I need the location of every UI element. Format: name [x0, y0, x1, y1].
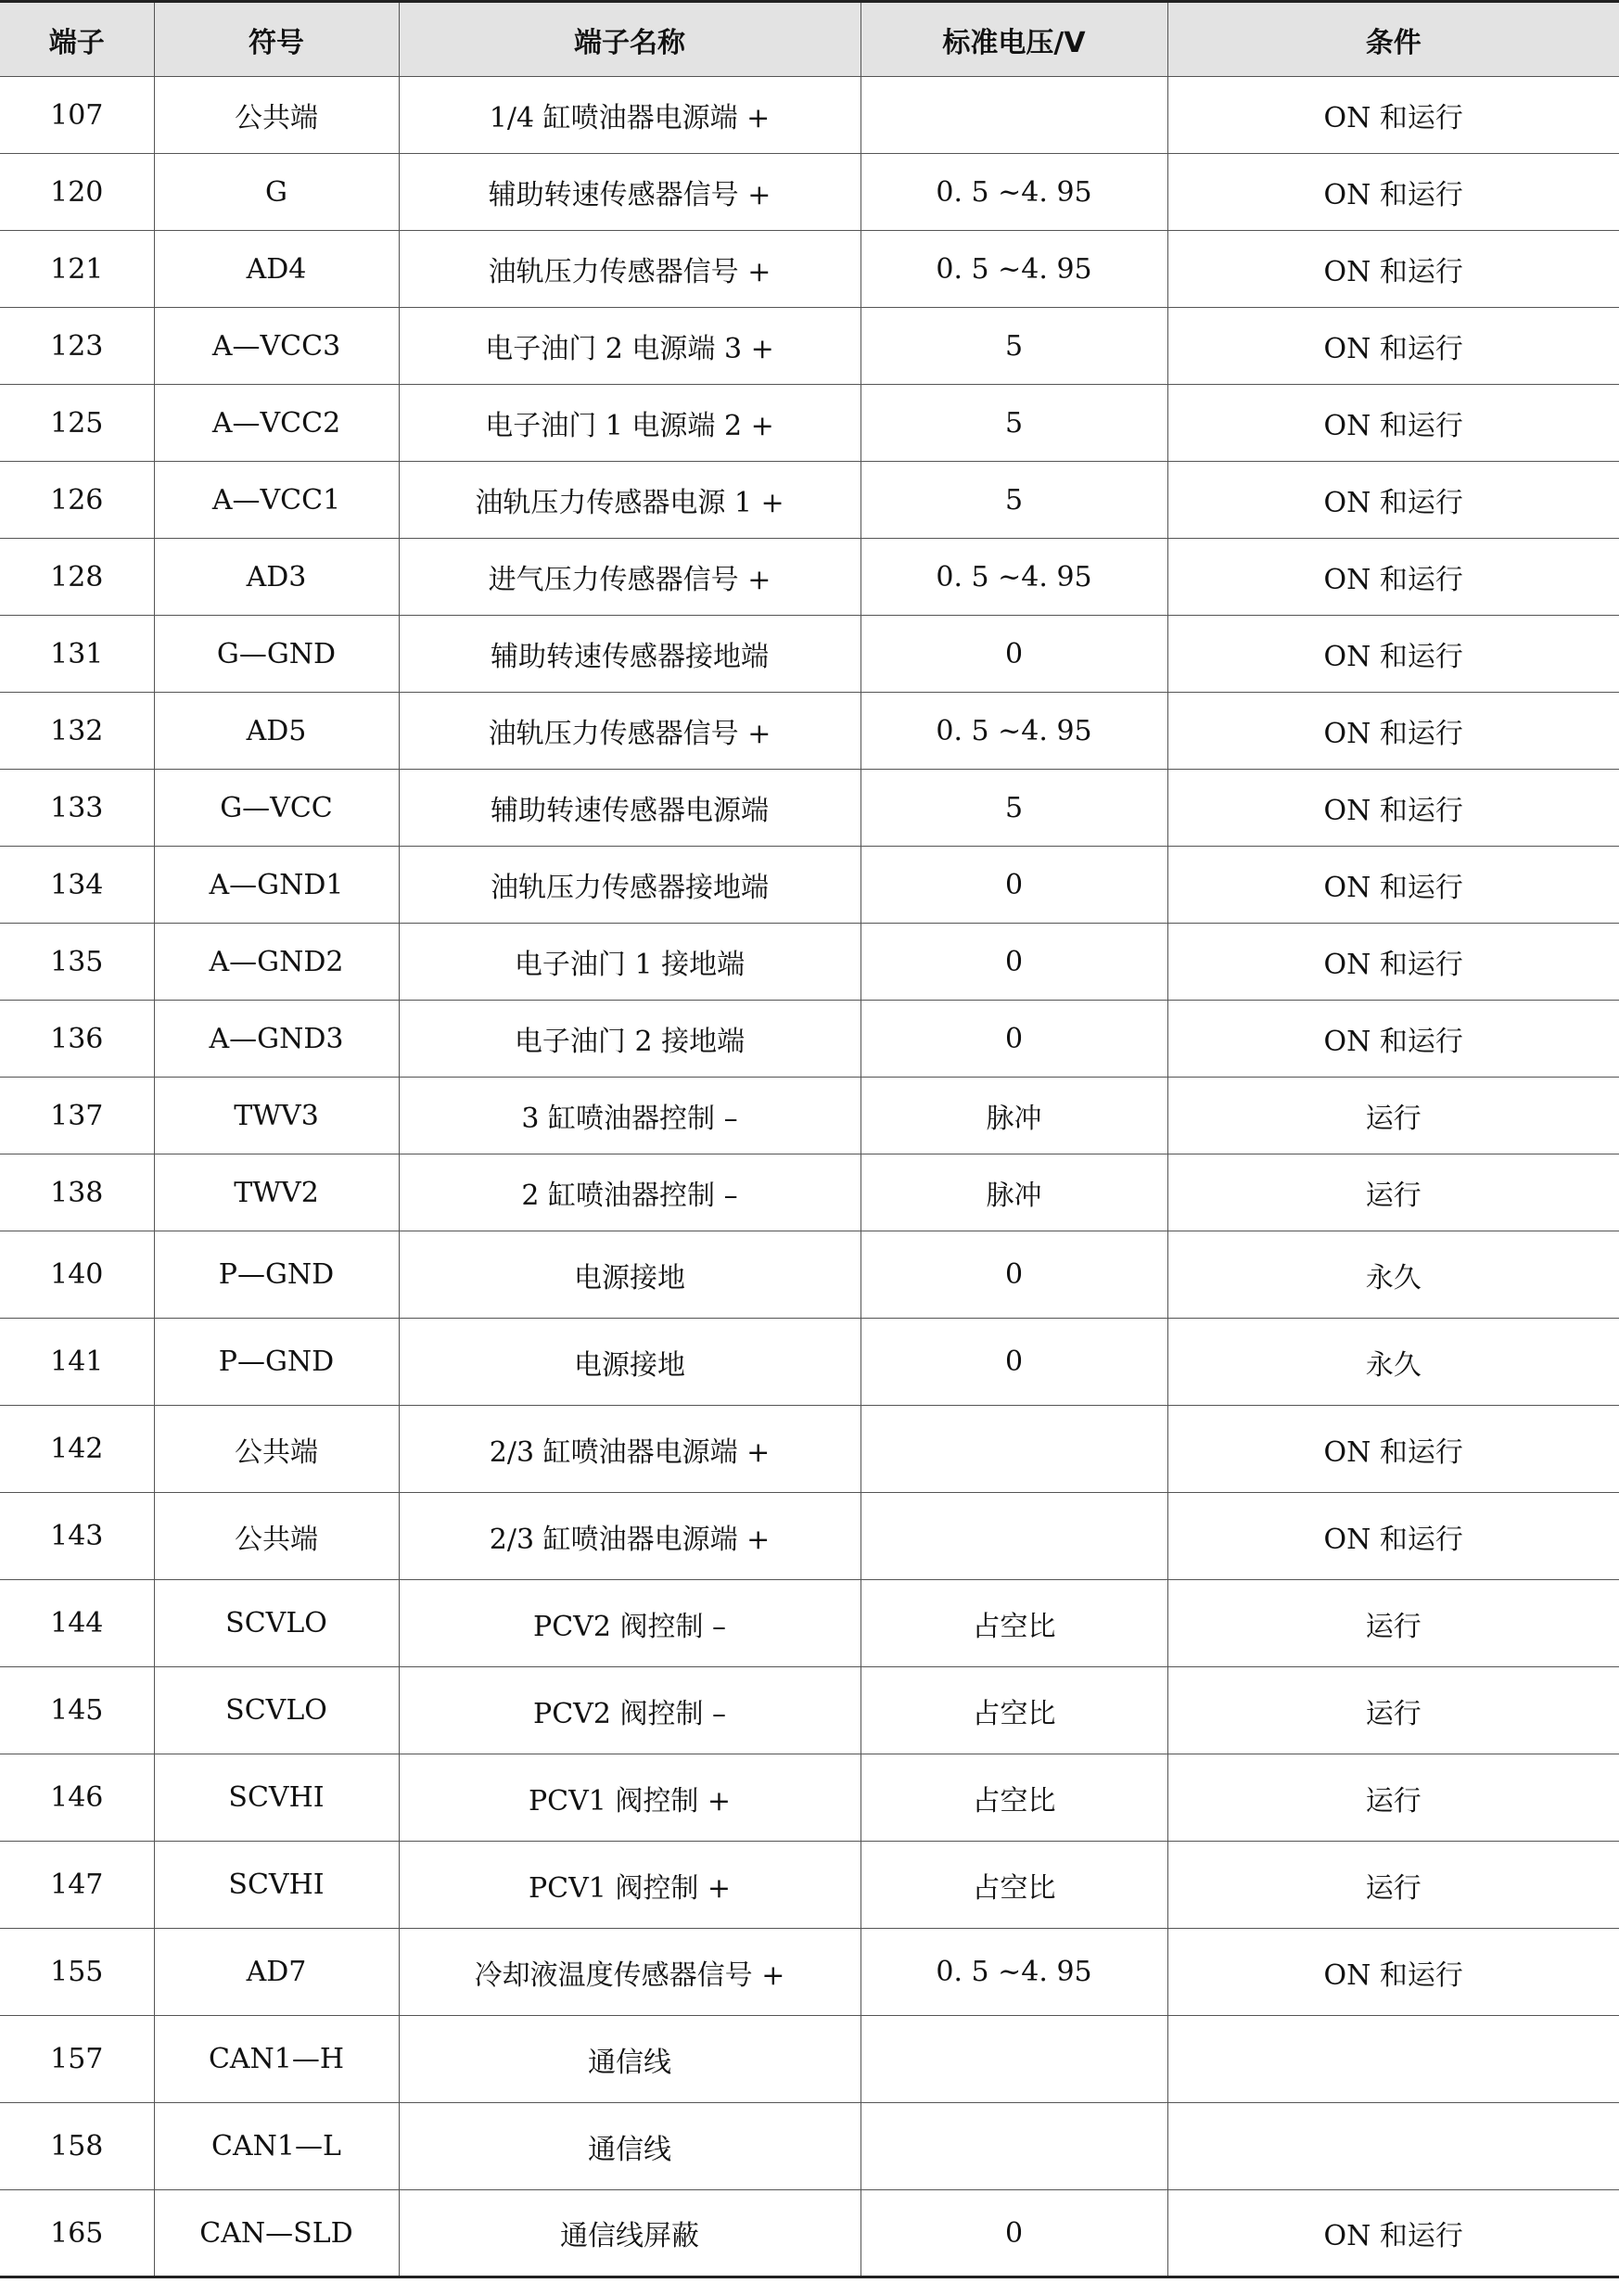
cell-symbol: TWV3: [154, 1078, 399, 1154]
cell-terminal: 132: [0, 693, 154, 770]
header-symbol: 符号: [154, 2, 399, 77]
cell-name: 2/3 缸喷油器电源端 +: [399, 1493, 860, 1580]
cell-condition: 运行: [1167, 1154, 1619, 1231]
cell-name: 油轨压力传感器电源 1 +: [399, 462, 860, 539]
cell-name: 3 缸喷油器控制 –: [399, 1078, 860, 1154]
cell-name: 进气压力传感器信号 +: [399, 539, 860, 616]
cell-voltage: 5: [860, 462, 1167, 539]
cell-voltage: 5: [860, 770, 1167, 847]
cell-name: 通信线: [399, 2016, 860, 2103]
cell-condition: 永久: [1167, 1231, 1619, 1319]
table-row: [0, 1929, 1619, 2016]
cell-condition: 永久: [1167, 1319, 1619, 1406]
cell-voltage: 占空比: [860, 1667, 1167, 1754]
cell-terminal: 143: [0, 1493, 154, 1580]
cell-terminal: 136: [0, 1001, 154, 1078]
header-row: [0, 2, 1619, 77]
table-row: [0, 847, 1619, 924]
cell-voltage: 5: [860, 385, 1167, 462]
header-voltage: 标准电压/V: [860, 2, 1167, 77]
cell-name: 电子油门 2 电源端 3 +: [399, 308, 860, 385]
cell-terminal: 138: [0, 1154, 154, 1231]
cell-condition: [1167, 2103, 1619, 2190]
cell-symbol: P—GND: [154, 1231, 399, 1319]
cell-voltage: [860, 77, 1167, 154]
table-row: [0, 1667, 1619, 1754]
header-name: 端子名称: [399, 2, 860, 77]
cell-name: 电源接地: [399, 1319, 860, 1406]
cell-condition: ON 和运行: [1167, 847, 1619, 924]
cell-terminal: 126: [0, 462, 154, 539]
cell-symbol: SCVLO: [154, 1580, 399, 1667]
cell-condition: ON 和运行: [1167, 616, 1619, 693]
cell-voltage: [860, 1406, 1167, 1493]
cell-condition: ON 和运行: [1167, 462, 1619, 539]
cell-condition: ON 和运行: [1167, 77, 1619, 154]
cell-symbol: AD3: [154, 539, 399, 616]
cell-terminal: 134: [0, 847, 154, 924]
cell-terminal: 165: [0, 2190, 154, 2277]
table-row: [0, 1842, 1619, 1929]
cell-name: 2/3 缸喷油器电源端 +: [399, 1406, 860, 1493]
cell-name: 辅助转速传感器信号 +: [399, 154, 860, 231]
cell-name: PCV1 阀控制 +: [399, 1842, 860, 1929]
cell-condition: ON 和运行: [1167, 1929, 1619, 2016]
table-row: [0, 539, 1619, 616]
cell-condition: ON 和运行: [1167, 308, 1619, 385]
cell-symbol: 公共端: [154, 1406, 399, 1493]
table-header: [0, 2, 1619, 77]
cell-condition: 运行: [1167, 1580, 1619, 1667]
cell-voltage: 0: [860, 2190, 1167, 2277]
cell-name: PCV1 阀控制 +: [399, 1754, 860, 1842]
cell-symbol: A—VCC3: [154, 308, 399, 385]
cell-voltage: [860, 2103, 1167, 2190]
table-row: [0, 924, 1619, 1001]
table-row: [0, 1078, 1619, 1154]
table-row: [0, 385, 1619, 462]
cell-terminal: 123: [0, 308, 154, 385]
cell-symbol: AD5: [154, 693, 399, 770]
cell-condition: ON 和运行: [1167, 1493, 1619, 1580]
table-body: [0, 77, 1619, 2277]
cell-name: PCV2 阀控制 –: [399, 1580, 860, 1667]
table-row: [0, 1319, 1619, 1406]
cell-terminal: 146: [0, 1754, 154, 1842]
cell-terminal: 125: [0, 385, 154, 462]
cell-condition: ON 和运行: [1167, 693, 1619, 770]
table-row: [0, 1580, 1619, 1667]
table-row: [0, 616, 1619, 693]
cell-condition: 运行: [1167, 1078, 1619, 1154]
cell-symbol: G—VCC: [154, 770, 399, 847]
cell-condition: ON 和运行: [1167, 385, 1619, 462]
cell-terminal: 158: [0, 2103, 154, 2190]
cell-symbol: CAN1—H: [154, 2016, 399, 2103]
table-row: [0, 154, 1619, 231]
cell-name: 油轨压力传感器信号 +: [399, 231, 860, 308]
cell-name: 通信线屏蔽: [399, 2190, 860, 2277]
cell-voltage: [860, 1493, 1167, 1580]
cell-terminal: 133: [0, 770, 154, 847]
cell-voltage: 0: [860, 847, 1167, 924]
cell-terminal: 131: [0, 616, 154, 693]
cell-voltage: 0. 5 ~4. 95: [860, 231, 1167, 308]
table-row: [0, 770, 1619, 847]
cell-symbol: AD4: [154, 231, 399, 308]
table-row: [0, 2103, 1619, 2190]
cell-terminal: 107: [0, 77, 154, 154]
cell-symbol: 公共端: [154, 1493, 399, 1580]
cell-symbol: CAN—SLD: [154, 2190, 399, 2277]
cell-voltage: 0. 5 ~4. 95: [860, 154, 1167, 231]
cell-terminal: 141: [0, 1319, 154, 1406]
cell-condition: ON 和运行: [1167, 770, 1619, 847]
cell-voltage: 占空比: [860, 1842, 1167, 1929]
cell-terminal: 157: [0, 2016, 154, 2103]
table-row: [0, 1754, 1619, 1842]
table-row: [0, 1231, 1619, 1319]
cell-voltage: 0: [860, 1231, 1167, 1319]
cell-symbol: CAN1—L: [154, 2103, 399, 2190]
table-row: [0, 1493, 1619, 1580]
cell-terminal: 140: [0, 1231, 154, 1319]
cell-voltage: 脉冲: [860, 1078, 1167, 1154]
cell-symbol: A—VCC2: [154, 385, 399, 462]
cell-voltage: 0: [860, 1319, 1167, 1406]
cell-terminal: 128: [0, 539, 154, 616]
cell-name: 2 缸喷油器控制 –: [399, 1154, 860, 1231]
table-row: [0, 2190, 1619, 2277]
table-row: [0, 1154, 1619, 1231]
cell-name: 辅助转速传感器电源端: [399, 770, 860, 847]
cell-condition: ON 和运行: [1167, 924, 1619, 1001]
cell-symbol: G—GND: [154, 616, 399, 693]
header-condition: 条件: [1167, 2, 1619, 77]
cell-condition: 运行: [1167, 1842, 1619, 1929]
table-row: [0, 693, 1619, 770]
cell-name: 电子油门 1 接地端: [399, 924, 860, 1001]
cell-symbol: A—VCC1: [154, 462, 399, 539]
cell-condition: 运行: [1167, 1754, 1619, 1842]
cell-voltage: [860, 2016, 1167, 2103]
cell-condition: ON 和运行: [1167, 231, 1619, 308]
cell-terminal: 155: [0, 1929, 154, 2016]
cell-condition: ON 和运行: [1167, 539, 1619, 616]
cell-symbol: A—GND2: [154, 924, 399, 1001]
cell-name: 冷却液温度传感器信号 +: [399, 1929, 860, 2016]
table-row: [0, 308, 1619, 385]
table-row: [0, 2016, 1619, 2103]
cell-name: 1/4 缸喷油器电源端 +: [399, 77, 860, 154]
cell-name: 电子油门 2 接地端: [399, 1001, 860, 1078]
cell-voltage: 0. 5 ~4. 95: [860, 1929, 1167, 2016]
cell-name: 电源接地: [399, 1231, 860, 1319]
cell-terminal: 145: [0, 1667, 154, 1754]
cell-voltage: 0. 5 ~4. 95: [860, 693, 1167, 770]
cell-symbol: AD7: [154, 1929, 399, 2016]
cell-name: 辅助转速传感器接地端: [399, 616, 860, 693]
table-row: [0, 231, 1619, 308]
cell-name: 油轨压力传感器接地端: [399, 847, 860, 924]
cell-terminal: 135: [0, 924, 154, 1001]
table-row: [0, 462, 1619, 539]
cell-symbol: A—GND3: [154, 1001, 399, 1078]
cell-voltage: 脉冲: [860, 1154, 1167, 1231]
table-row: [0, 77, 1619, 154]
cell-voltage: 0. 5 ~4. 95: [860, 539, 1167, 616]
cell-symbol: A—GND1: [154, 847, 399, 924]
header-terminal: 端子: [0, 2, 154, 77]
table-row: [0, 1001, 1619, 1078]
cell-name: 通信线: [399, 2103, 860, 2190]
table-row: [0, 1406, 1619, 1493]
cell-symbol: P—GND: [154, 1319, 399, 1406]
cell-name: 油轨压力传感器信号 +: [399, 693, 860, 770]
cell-symbol: SCVHI: [154, 1842, 399, 1929]
cell-condition: ON 和运行: [1167, 154, 1619, 231]
cell-condition: [1167, 2016, 1619, 2103]
cell-name: PCV2 阀控制 –: [399, 1667, 860, 1754]
cell-voltage: 占空比: [860, 1580, 1167, 1667]
cell-voltage: 占空比: [860, 1754, 1167, 1842]
cell-symbol: SCVLO: [154, 1667, 399, 1754]
cell-terminal: 144: [0, 1580, 154, 1667]
cell-condition: 运行: [1167, 1667, 1619, 1754]
cell-terminal: 121: [0, 231, 154, 308]
cell-condition: ON 和运行: [1167, 1406, 1619, 1493]
cell-terminal: 142: [0, 1406, 154, 1493]
cell-terminal: 120: [0, 154, 154, 231]
cell-name: 电子油门 1 电源端 2 +: [399, 385, 860, 462]
cell-terminal: 137: [0, 1078, 154, 1154]
cell-symbol: 公共端: [154, 77, 399, 154]
cell-voltage: 0: [860, 924, 1167, 1001]
cell-voltage: 5: [860, 308, 1167, 385]
cell-symbol: TWV2: [154, 1154, 399, 1231]
cell-voltage: 0: [860, 616, 1167, 693]
cell-condition: ON 和运行: [1167, 1001, 1619, 1078]
cell-voltage: 0: [860, 1001, 1167, 1078]
cell-symbol: G: [154, 154, 399, 231]
cell-terminal: 147: [0, 1842, 154, 1929]
cell-condition: ON 和运行: [1167, 2190, 1619, 2277]
cell-symbol: SCVHI: [154, 1754, 399, 1842]
